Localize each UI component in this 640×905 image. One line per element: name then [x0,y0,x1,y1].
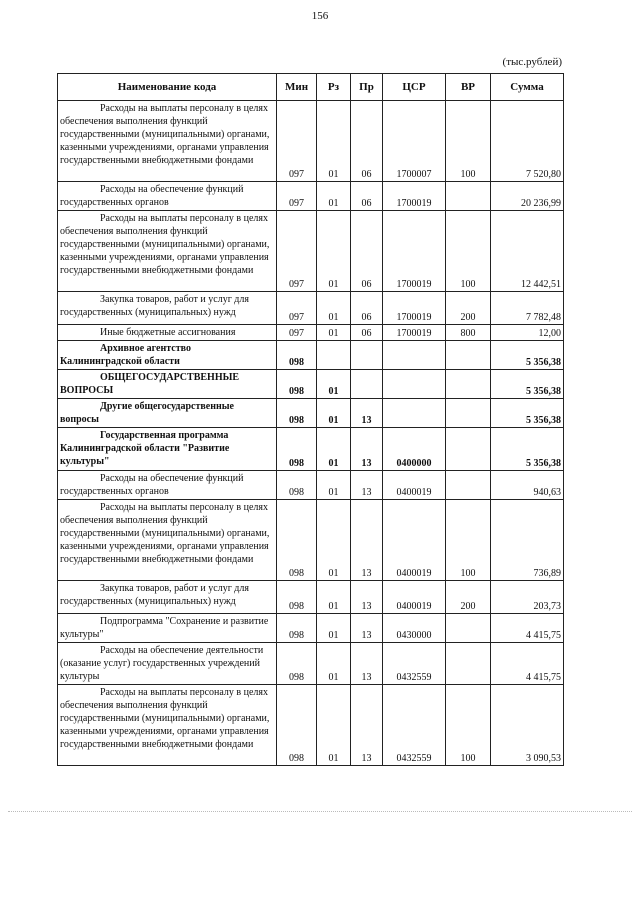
table-row [58,370,564,399]
table-row [58,685,564,766]
table-row [58,428,564,471]
cell-rz: 01 [317,643,351,685]
cell-sum: 12 442,51 [491,211,564,292]
header-rz: Рз [317,74,351,101]
cell-name-text: Закупка товаров, работ и услуг для государственных (муниципальных) нужд [60,583,249,607]
cell-pr: 06 [351,101,383,182]
cell-pr: 13 [351,428,383,471]
cell-vr: 100 [446,685,491,766]
cell-rz: 01 [317,370,351,399]
cell-rz: 01 [317,101,351,182]
cell-min: 097 [277,211,317,292]
cell-name [58,685,277,766]
cell-csr: 1700019 [383,292,446,325]
cell-rz: 01 [317,614,351,643]
cell-name [58,471,277,500]
cell-vr [446,614,491,643]
table-row [58,471,564,500]
cell-vr: 800 [446,325,491,341]
cell-name [58,428,277,471]
header-vr: ВР [446,74,491,101]
header-min: Мин [277,74,317,101]
cell-sum: 203,73 [491,581,564,614]
cell-name-text: Расходы на обеспечение деятельности (оказание услуг) государственных учреждений культуры [60,645,264,682]
cell-min: 097 [277,292,317,325]
cell-vr [446,471,491,500]
cell-csr: 1700019 [383,325,446,341]
cell-name [58,341,277,370]
cell-pr [351,370,383,399]
cell-name-text: Расходы на обеспечение функций государственных органов [60,184,244,208]
cell-pr: 06 [351,211,383,292]
page-bottom-rule [8,811,632,812]
header-sum: Сумма [491,74,564,101]
cell-min: 098 [277,471,317,500]
cell-pr: 13 [351,500,383,581]
cell-pr [351,341,383,370]
cell-rz [317,341,351,370]
cell-min: 098 [277,500,317,581]
cell-name-text: Архивное агентство Калининградской области [60,343,191,367]
cell-rz: 01 [317,292,351,325]
table-row [58,182,564,211]
cell-rz: 01 [317,211,351,292]
cell-name [58,399,277,428]
cell-name [58,500,277,581]
cell-name [58,643,277,685]
cell-csr: 0400019 [383,581,446,614]
cell-rz: 01 [317,325,351,341]
cell-name-text: Расходы на обеспечение функций государственных органов [60,473,244,497]
cell-csr [383,370,446,399]
cell-sum: 20 236,99 [491,182,564,211]
cell-vr [446,182,491,211]
cell-vr: 100 [446,500,491,581]
cell-min: 098 [277,428,317,471]
cell-min: 098 [277,643,317,685]
cell-rz: 01 [317,581,351,614]
cell-vr: 200 [446,292,491,325]
cell-min: 098 [277,685,317,766]
cell-rz: 01 [317,182,351,211]
cell-sum: 5 356,38 [491,370,564,399]
cell-pr: 06 [351,182,383,211]
cell-csr: 0430000 [383,614,446,643]
cell-name-text: Государственная программа Калининградской области "Развитие культуры" [60,430,230,467]
cell-name-text: Расходы на выплаты персоналу в целях обеспечения выполнения функций государственными (муниципальными) органами, казенными учреждениями, органами управления государственными внебюджетными фондами [60,502,270,565]
cell-rz: 01 [317,471,351,500]
cell-min: 098 [277,581,317,614]
cell-name-text: Расходы на выплаты персоналу в целях обеспечения выполнения функций государственными (муниципальными) органами, казенными учреждениями, органами управления государственными внебюджетными фондами [60,687,270,750]
cell-sum: 3 090,53 [491,685,564,766]
cell-csr [383,399,446,428]
cell-min: 098 [277,399,317,428]
cell-sum: 736,89 [491,500,564,581]
cell-name [58,101,277,182]
cell-csr: 1700019 [383,182,446,211]
cell-pr: 13 [351,399,383,428]
cell-pr: 13 [351,614,383,643]
table-row [58,581,564,614]
cell-name [58,292,277,325]
cell-min: 097 [277,182,317,211]
cell-sum: 5 356,38 [491,341,564,370]
cell-vr [446,399,491,428]
cell-min: 097 [277,101,317,182]
cell-sum: 940,63 [491,471,564,500]
cell-min: 097 [277,325,317,341]
cell-pr: 13 [351,581,383,614]
table-row [58,325,564,341]
header-name: Наименование кода [58,74,277,101]
cell-csr: 1700019 [383,211,446,292]
header-csr: ЦСР [383,74,446,101]
cell-name [58,581,277,614]
page-number: 156 [311,10,329,22]
cell-sum: 5 356,38 [491,399,564,428]
cell-pr: 06 [351,325,383,341]
cell-name-text: Иные бюджетные ассигнования [100,327,236,338]
cell-sum: 4 415,75 [491,614,564,643]
cell-name-text: Расходы на выплаты персоналу в целях обеспечения выполнения функций государственными (муниципальными) органами, казенными учреждениями, органами управления государственными внебюджетными фондами [60,213,270,276]
cell-name-text: Закупка товаров, работ и услуг для государственных (муниципальных) нужд [60,294,249,318]
cell-sum: 7 782,48 [491,292,564,325]
cell-min: 098 [277,370,317,399]
units-label: (тыс.рублей) [502,56,562,68]
cell-csr: 0400019 [383,471,446,500]
cell-pr: 06 [351,292,383,325]
cell-vr: 100 [446,211,491,292]
cell-rz: 01 [317,500,351,581]
cell-name [58,325,277,341]
cell-pr: 13 [351,643,383,685]
cell-name [58,614,277,643]
cell-vr: 200 [446,581,491,614]
cell-csr: 0400000 [383,428,446,471]
cell-pr: 13 [351,471,383,500]
table-body [58,101,564,766]
table-row [58,211,564,292]
cell-vr [446,428,491,471]
cell-name-text: Подпрограмма "Сохранение и развитие культуры" [60,616,269,640]
cell-vr: 100 [446,101,491,182]
header-pr: Пр [351,74,383,101]
budget-table [57,73,564,766]
table-row [58,643,564,685]
cell-vr [446,370,491,399]
table-header-row [58,74,564,101]
cell-min: 098 [277,614,317,643]
cell-csr: 0400019 [383,500,446,581]
cell-rz: 01 [317,685,351,766]
cell-vr [446,643,491,685]
cell-rz: 01 [317,399,351,428]
cell-name-text: Расходы на выплаты персоналу в целях обеспечения выполнения функций государственными (муниципальными) органами, казенными учреждениями, органами управления государственными внебюджетными фондами [60,103,270,166]
cell-name-text: Другие общегосударственные вопросы [60,401,234,425]
table-row [58,399,564,428]
cell-sum: 7 520,80 [491,101,564,182]
cell-min: 098 [277,341,317,370]
cell-rz: 01 [317,428,351,471]
cell-csr: 1700007 [383,101,446,182]
cell-name-text: ОБЩЕГОСУДАРСТВЕННЫЕ ВОПРОСЫ [60,372,240,396]
table-row [58,292,564,325]
cell-csr: 0432559 [383,685,446,766]
table-row [58,614,564,643]
table-row [58,341,564,370]
cell-pr: 13 [351,685,383,766]
cell-vr [446,341,491,370]
table-row [58,500,564,581]
cell-csr [383,341,446,370]
cell-name [58,211,277,292]
cell-name [58,182,277,211]
cell-sum: 5 356,38 [491,428,564,471]
cell-csr: 0432559 [383,643,446,685]
cell-name [58,370,277,399]
cell-sum: 4 415,75 [491,643,564,685]
cell-sum: 12,00 [491,325,564,341]
table-row [58,101,564,182]
